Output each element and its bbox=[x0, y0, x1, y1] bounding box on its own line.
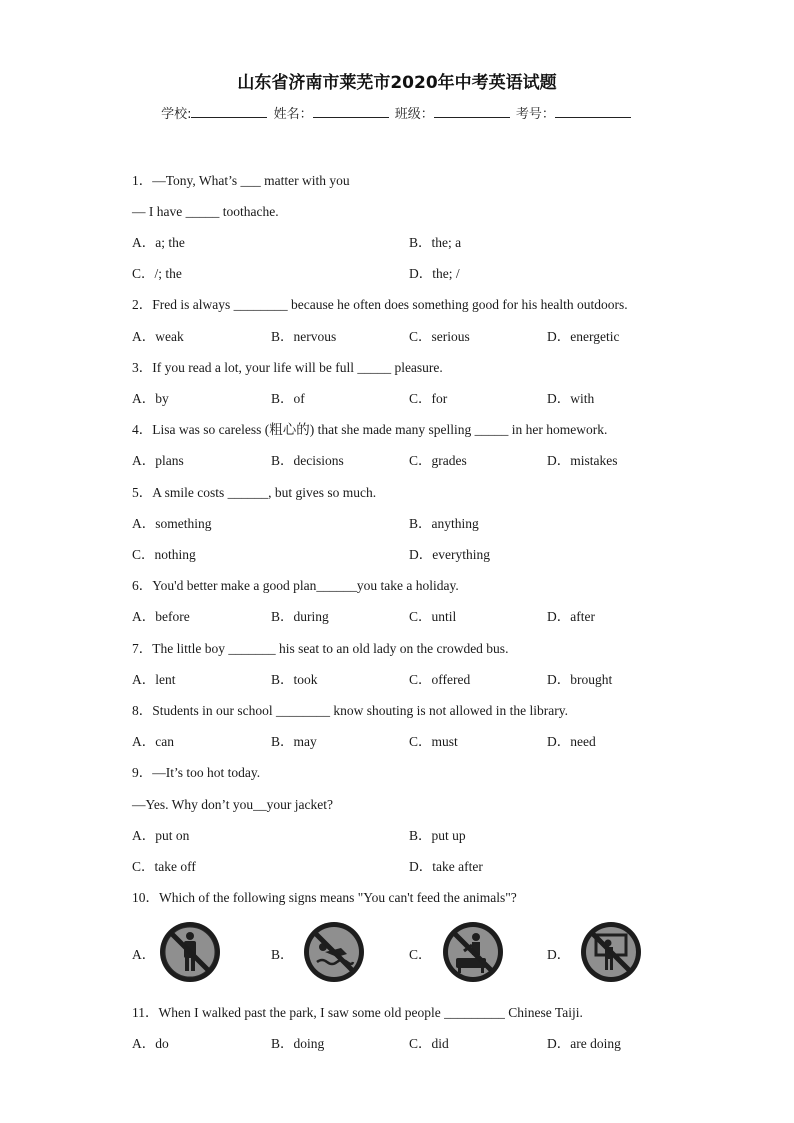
question-4-option-a[interactable]: A．plans bbox=[132, 453, 184, 468]
question-10-option-b[interactable]: B． bbox=[271, 947, 294, 962]
school-label: 学校: bbox=[161, 107, 192, 122]
question-6-stem: 6．You'd better make a good plan______you take a holiday. bbox=[132, 578, 459, 593]
question-6-option-c[interactable]: C．until bbox=[409, 609, 457, 624]
question-5-stem: 5．A smile costs ______, but gives so much. bbox=[132, 485, 377, 500]
student-info-line bbox=[0, 103, 794, 122]
question-5-option-c[interactable]: C．nothing bbox=[132, 547, 196, 562]
question-11-option-b[interactable]: B．doing bbox=[271, 1036, 325, 1051]
question-3-option-a[interactable]: A．by bbox=[132, 391, 169, 406]
question-8-stem: 8．Students in our school ________ know shouting is not allowed in the library. bbox=[132, 703, 568, 718]
question-11-option-a[interactable]: A．do bbox=[132, 1036, 169, 1051]
question-8-option-c[interactable]: C．must bbox=[409, 734, 458, 749]
question-7-option-d[interactable]: D．brought bbox=[547, 672, 613, 687]
question-5-option-d[interactable]: D．everything bbox=[409, 547, 490, 562]
page-title: 山东省济南市莱芜市2020年中考英语试题 bbox=[237, 73, 557, 93]
question-1-stem-2: — I have _____ toothache. bbox=[132, 204, 279, 219]
question-9-stem-2: —Yes. Why don’t you__your jacket? bbox=[132, 797, 333, 812]
exam-no-label: 考号： bbox=[515, 107, 555, 122]
question-10-stem: 10．Which of the following signs means "You can't feed the animals"? bbox=[132, 890, 517, 905]
question-11-option-d[interactable]: D．are doing bbox=[547, 1036, 621, 1051]
question-6-option-a[interactable]: A．before bbox=[132, 609, 190, 624]
question-7-stem: 7．The little boy _______ his seat to an old lady on the crowded bus. bbox=[132, 641, 509, 656]
question-9-stem: 9．—It’s too hot today. bbox=[132, 765, 261, 780]
question-1-option-a[interactable]: A．a; the bbox=[132, 235, 185, 250]
question-11-stem: 11．When I walked past the park, I saw some old people _________ Chinese Taiji. bbox=[132, 1005, 583, 1020]
question-4-option-c[interactable]: C．grades bbox=[409, 453, 467, 468]
school-blank[interactable] bbox=[191, 105, 267, 118]
question-9-option-d[interactable]: D．take after bbox=[409, 859, 483, 874]
question-3-option-b[interactable]: B．of bbox=[271, 391, 305, 406]
name-blank[interactable] bbox=[313, 105, 389, 118]
question-9-option-b[interactable]: B．put up bbox=[409, 828, 466, 843]
no-swimming-sign-icon[interactable] bbox=[303, 921, 365, 983]
question-11-option-c[interactable]: C．did bbox=[409, 1036, 449, 1051]
question-2-option-a[interactable]: A．weak bbox=[132, 329, 184, 344]
question-7-option-c[interactable]: C．offered bbox=[409, 672, 471, 687]
question-5-option-b[interactable]: B．anything bbox=[409, 516, 479, 531]
question-8-option-b[interactable]: B．may bbox=[271, 734, 317, 749]
question-4-stem: 4．Lisa was so careless (粗心的) that she made many spelling _____ in her homework. bbox=[132, 422, 608, 437]
question-7-option-a[interactable]: A．lent bbox=[132, 672, 176, 687]
question-2-option-c[interactable]: C．serious bbox=[409, 329, 470, 344]
question-1-option-d[interactable]: D．the; / bbox=[409, 266, 460, 281]
question-6-option-d[interactable]: D．after bbox=[547, 609, 595, 624]
question-2-option-b[interactable]: B．nervous bbox=[271, 329, 337, 344]
question-8-option-d[interactable]: D．need bbox=[547, 734, 596, 749]
no-feeding-sign-icon[interactable] bbox=[442, 921, 504, 983]
question-9-option-a[interactable]: A．put on bbox=[132, 828, 190, 843]
question-5-option-a[interactable]: A．something bbox=[132, 516, 212, 531]
question-1-stem: 1．—Tony, What’s ___ matter with you bbox=[132, 173, 350, 188]
no-climbing-sign-icon[interactable] bbox=[580, 921, 642, 983]
question-2-stem: 2．Fred is always ________ because he often does something good for his health outdoors. bbox=[132, 297, 628, 312]
class-label: 班级： bbox=[394, 107, 434, 122]
question-10-option-c[interactable]: C． bbox=[409, 947, 432, 962]
question-4-option-b[interactable]: B．decisions bbox=[271, 453, 344, 468]
question-3-stem: 3．If you read a lot, your life will be full _____ pleasure. bbox=[132, 360, 443, 375]
question-9-option-c[interactable]: C．take off bbox=[132, 859, 196, 874]
no-standing-sign-icon[interactable] bbox=[159, 921, 221, 983]
question-7-option-b[interactable]: B．took bbox=[271, 672, 318, 687]
question-10-option-d[interactable]: D． bbox=[547, 947, 571, 962]
question-6-option-b[interactable]: B．during bbox=[271, 609, 329, 624]
question-8-option-a[interactable]: A．can bbox=[132, 734, 174, 749]
exam-no-blank[interactable] bbox=[555, 105, 631, 118]
question-4-option-d[interactable]: D．mistakes bbox=[547, 453, 618, 468]
name-label: 姓名： bbox=[273, 107, 313, 122]
question-1-option-b[interactable]: B．the; a bbox=[409, 235, 462, 250]
question-3-option-d[interactable]: D．with bbox=[547, 391, 595, 406]
question-1-option-c[interactable]: C．/; the bbox=[132, 266, 182, 281]
question-10-option-a[interactable]: A． bbox=[132, 947, 156, 962]
class-blank[interactable] bbox=[434, 105, 510, 118]
question-3-option-c[interactable]: C．for bbox=[409, 391, 448, 406]
question-2-option-d[interactable]: D．energetic bbox=[547, 329, 620, 344]
